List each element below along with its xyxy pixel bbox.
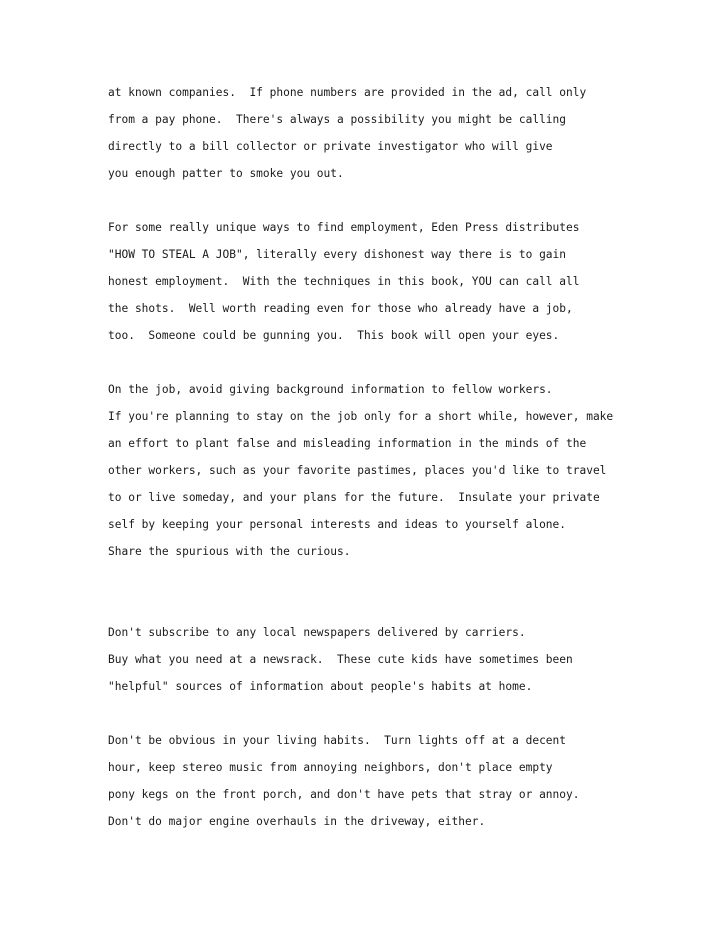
paragraph-3-line-5: to or live someday, and your plans for the future. Insulate your private	[108, 491, 600, 504]
paragraph-5-line-4: Don't do major engine overhauls in the driveway, either.	[108, 815, 486, 828]
paragraph-2-line-4: the shots. Well worth reading even for those who already have a job,	[108, 302, 573, 315]
paragraph-4-line-1: Don't subscribe to any local newspapers delivered by carriers.	[108, 626, 526, 639]
paragraph-1-line-1: at known companies. If phone numbers are provided in the ad, call only	[108, 86, 587, 99]
paragraph-3-line-6: self by keeping your personal interests and ideas to yourself alone.	[108, 518, 567, 531]
paragraph-5-line-1: Don't be obvious in your living habits. Turn lights off at a decent	[108, 734, 567, 747]
paragraph-1-line-4: you enough patter to smoke you out.	[108, 167, 344, 180]
paragraph-3-line-1: On the job, avoid giving background information to fellow workers.	[108, 383, 553, 396]
paragraph-5-line-3: pony kegs on the front porch, and don't have pets that stray or annoy.	[108, 788, 580, 801]
paragraph-2-line-5: too. Someone could be gunning you. This book will open your eyes.	[108, 329, 560, 342]
paragraph-3-line-3: an effort to plant false and misleading information in the minds of the	[108, 437, 587, 450]
paragraph-2-line-3: honest employment. With the techniques in this book, YOU can call all	[108, 275, 580, 288]
paragraph-4-line-3: "helpful" sources of information about people's habits at home.	[108, 680, 533, 693]
paragraph-1-line-3: directly to a bill collector or private investigator who will give	[108, 140, 553, 153]
paragraph-3-line-2: If you're planning to stay on the job only for a short while, however, make	[108, 410, 614, 423]
paragraph-3-line-7: Share the spurious with the curious.	[108, 545, 351, 558]
paragraph-2-line-2: "HOW TO STEAL A JOB", literally every dishonest way there is to gain	[108, 248, 567, 261]
paragraph-5-line-2: hour, keep stereo music from annoying neighbors, don't place empty	[108, 761, 553, 774]
paragraph-2-line-1: For some really unique ways to find employment, Eden Press distributes	[108, 221, 580, 234]
paragraph-4-line-2: Buy what you need at a newsrack. These cute kids have sometimes been	[108, 653, 573, 666]
paragraph-3-line-4: other workers, such as your favorite pastimes, places you'd like to travel	[108, 464, 607, 477]
paragraph-1-line-2: from a pay phone. There's always a possibility you might be calling	[108, 113, 567, 126]
